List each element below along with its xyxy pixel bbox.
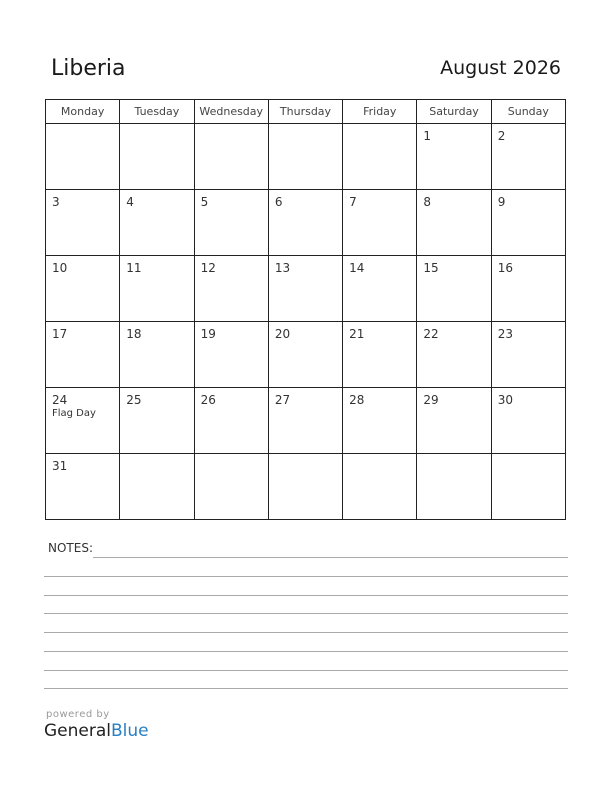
day-number: 10 <box>52 261 68 275</box>
day-number: 15 <box>423 261 439 275</box>
calendar-day-cell <box>417 322 491 388</box>
calendar-day-cell <box>120 454 194 520</box>
day-number: 20 <box>274 327 291 341</box>
weekday-sunday: Sunday <box>491 100 565 124</box>
calendar-day-cell <box>268 388 342 454</box>
calendar-day-cell <box>120 190 194 256</box>
day-number: 18 <box>126 327 142 341</box>
day-number: 5 <box>200 195 209 209</box>
day-number: 25 <box>126 393 142 407</box>
day-number: 23 <box>497 327 513 341</box>
note-line <box>44 670 568 671</box>
calendar-week-row <box>46 256 566 322</box>
day-number: 31 <box>52 459 68 473</box>
calendar-day-cell <box>194 388 268 454</box>
day-number: 28 <box>349 393 365 407</box>
brand-name-part2: Blue <box>111 721 149 741</box>
calendar-day-cell <box>491 454 565 520</box>
calendar-day-cell <box>268 454 342 520</box>
calendar-day-cell <box>268 322 342 388</box>
day-number: 3 <box>52 195 60 209</box>
holiday-label: Flag Day <box>52 408 96 419</box>
day-number: 27 <box>274 393 291 407</box>
day-number: 11 <box>126 261 142 275</box>
calendar-day-cell <box>417 190 491 256</box>
calendar-week-row <box>46 454 566 520</box>
day-number: 7 <box>349 195 357 209</box>
calendar-day-cell <box>268 256 342 322</box>
calendar-day-cell <box>120 322 194 388</box>
calendar-day-cell <box>120 388 194 454</box>
calendar-day-cell <box>194 454 268 520</box>
note-line <box>44 632 568 633</box>
calendar-day-cell <box>417 256 491 322</box>
calendar-week-row <box>46 322 566 388</box>
calendar-day-cell <box>194 190 268 256</box>
calendar-day-cell <box>120 256 194 322</box>
note-line <box>93 557 568 558</box>
calendar-day-cell <box>46 454 120 520</box>
day-number: 24 <box>52 393 68 407</box>
calendar-day-cell <box>343 256 417 322</box>
day-number: 12 <box>200 261 216 275</box>
calendar-month-title: August 2026 <box>440 57 561 79</box>
calendar-day-cell <box>343 190 417 256</box>
calendar-day-cell <box>343 454 417 520</box>
calendar-day-cell <box>46 256 120 322</box>
day-number: 26 <box>200 393 216 407</box>
weekday-tuesday: Tuesday <box>120 100 194 124</box>
calendar-day-cell <box>194 322 268 388</box>
calendar-week-row <box>46 124 566 190</box>
calendar-day-cell <box>46 388 120 454</box>
calendar-day-cell <box>268 190 342 256</box>
notes-label: NOTES: <box>48 541 93 555</box>
weekday-friday: Friday <box>343 100 417 124</box>
calendar-day-cell <box>268 124 342 190</box>
weekday-header-row <box>46 100 566 124</box>
day-number: 21 <box>349 327 365 341</box>
calendar-country-title: Liberia <box>51 56 126 81</box>
day-number: 19 <box>200 327 216 341</box>
calendar-day-cell <box>491 256 565 322</box>
calendar-day-cell <box>120 124 194 190</box>
day-number: 17 <box>52 327 68 341</box>
day-number: 9 <box>497 195 506 209</box>
calendar-day-cell <box>417 388 491 454</box>
day-number: 6 <box>274 195 283 209</box>
day-number: 2 <box>497 129 506 143</box>
calendar-day-cell <box>46 322 120 388</box>
calendar-day-cell <box>343 388 417 454</box>
day-number: 16 <box>497 261 513 275</box>
calendar-day-cell <box>46 124 120 190</box>
calendar-day-cell <box>417 454 491 520</box>
calendar-day-cell <box>343 322 417 388</box>
day-number: 30 <box>497 393 513 407</box>
calendar-week-row <box>46 388 566 454</box>
weekday-thursday: Thursday <box>268 100 342 124</box>
day-number: 29 <box>423 393 439 407</box>
weekday-monday: Monday <box>46 100 120 124</box>
weekday-wednesday: Wednesday <box>194 100 268 124</box>
note-line <box>44 613 568 614</box>
calendar-day-cell <box>46 190 120 256</box>
weekday-saturday: Saturday <box>417 100 491 124</box>
calendar-grid <box>45 99 566 520</box>
brand-logo <box>44 721 149 741</box>
brand-name-part1: General <box>44 721 111 741</box>
powered-by-text: powered by <box>46 709 110 720</box>
calendar-day-cell <box>491 388 565 454</box>
calendar-day-cell <box>194 124 268 190</box>
calendar-day-cell <box>194 256 268 322</box>
calendar-day-cell <box>417 124 491 190</box>
note-line <box>44 688 568 689</box>
note-line <box>44 595 568 596</box>
day-number: 8 <box>423 195 432 209</box>
day-number: 22 <box>423 327 439 341</box>
calendar-week-row <box>46 190 566 256</box>
calendar-day-cell <box>491 190 565 256</box>
note-line <box>44 576 568 577</box>
day-number: 1 <box>423 129 432 143</box>
day-number: 14 <box>349 261 365 275</box>
calendar-day-cell <box>491 322 565 388</box>
note-line <box>44 651 568 652</box>
calendar-day-cell <box>343 124 417 190</box>
day-number: 13 <box>274 261 291 275</box>
day-number: 4 <box>126 195 134 209</box>
calendar-day-cell <box>491 124 565 190</box>
